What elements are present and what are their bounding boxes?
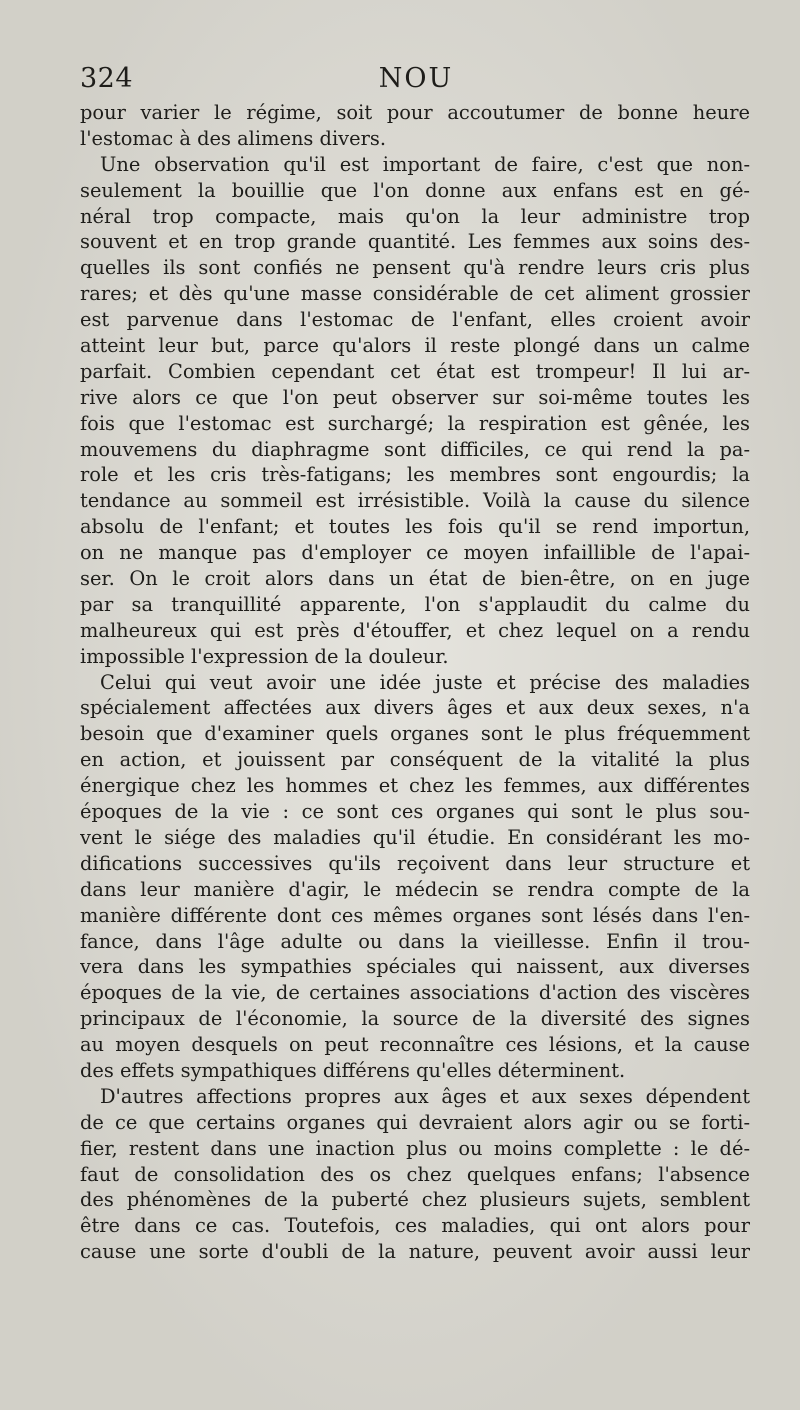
text-line: des phénomènes de la puberté chez plusieurs sujets, semblent xyxy=(80,1188,750,1212)
text-line: au moyen desquels on peut reconnaître ces lésions, et la cause xyxy=(80,1033,750,1057)
text-line: l'estomac à des alimens divers. xyxy=(80,126,386,150)
text-line: est parvenue dans l'estomac de l'enfant, elles croient avoir xyxy=(80,308,750,332)
text-line: vent le siége des maladies qu'il étudie. En considérant les mo- xyxy=(80,825,750,849)
text-line: faut de consolidation des os chez quelques enfans; l'absence xyxy=(80,1162,750,1186)
text-line: être dans ce cas. Toutefois, ces maladies, qui ont alors pour xyxy=(80,1214,750,1238)
text-line: époques de la vie : ce sont ces organes qui sont le plus sou- xyxy=(80,800,750,824)
paragraph xyxy=(80,100,750,152)
running-head: NOU xyxy=(378,63,454,94)
text-line: néral trop compacte, mais qu'on la leur administre trop xyxy=(80,204,750,228)
text-line: ser. On le croit alors dans un état de bien-être, on en juge xyxy=(80,567,750,591)
text-line: impossible l'expression de la douleur. xyxy=(80,644,449,668)
page-header xyxy=(80,62,752,96)
paragraph xyxy=(80,1084,750,1265)
paragraph xyxy=(80,152,750,670)
text-line: de ce que certains organes qui devraient alors agir ou se forti- xyxy=(80,1110,750,1134)
text-line: par sa tranquillité apparente, l'on s'applaudit du calme du xyxy=(80,592,750,616)
text-line: seulement la bouillie que l'on donne aux enfans est en gé- xyxy=(80,178,750,202)
text-line: énergique chez les hommes et chez les femmes, aux différentes xyxy=(80,774,750,798)
text-line: Celui qui veut avoir une idée juste et précise des maladies xyxy=(100,670,750,694)
text-line: besoin que d'examiner quels organes sont le plus fréquemment xyxy=(80,722,750,746)
paragraph xyxy=(80,670,750,1084)
text-line: fier, restent dans une inaction plus ou moins complette : le dé- xyxy=(80,1136,750,1160)
text-line: souvent et en trop grande quantité. Les femmes aux soins des- xyxy=(80,230,750,254)
text-line: fois que l'estomac est surchargé; la respiration est gênée, les xyxy=(80,411,750,435)
text-line: D'autres affections propres aux âges et aux sexes dépendent xyxy=(100,1084,750,1108)
text-line: Une observation qu'il est important de faire, c'est que non- xyxy=(100,152,750,176)
body-text xyxy=(80,100,750,1265)
text-line: role et les cris très-fatigans; les membres sont engourdis; la xyxy=(80,463,750,487)
text-line: absolu de l'enfant; et toutes les fois qu'il se rend importun, xyxy=(80,515,750,539)
text-line: difications successives qu'ils reçoivent dans leur structure et xyxy=(80,851,750,875)
text-line: fance, dans l'âge adulte ou dans la vieillesse. Enfin il trou- xyxy=(80,929,750,953)
text-line: mouvemens du diaphragme sont difficiles, ce qui rend la pa- xyxy=(80,437,750,461)
text-line: tendance au sommeil est irrésistible. Voilà la cause du silence xyxy=(80,489,750,513)
text-line: pour varier le régime, soit pour accoutumer de bonne heure xyxy=(80,101,750,124)
text-line: malheureux qui est près d'étouffer, et chez lequel on a rendu xyxy=(80,618,750,642)
text-line: en action, et jouissent par conséquent de la vitalité la plus xyxy=(80,748,750,772)
text-line: parfait. Combien cependant cet état est trompeur! Il lui ar- xyxy=(80,359,750,383)
text-line: cause une sorte d'oubli de la nature, peuvent avoir aussi leur xyxy=(80,1240,750,1264)
page-number: 324 xyxy=(80,63,134,94)
text-line: vera dans les sympathies spéciales qui naissent, aux diverses xyxy=(80,955,750,979)
text-line: époques de la vie, de certaines associations d'action des viscères xyxy=(80,981,750,1005)
text-line: des effets sympathiques différens qu'elles déterminent. xyxy=(80,1058,626,1082)
text-line: spécialement affectées aux divers âges et aux deux sexes, n'a xyxy=(80,696,750,720)
text-line: rares; et dès qu'une masse considérable de cet aliment grossier xyxy=(80,282,750,306)
text-line: principaux de l'économie, la source de la diversité des signes xyxy=(80,1007,750,1031)
text-line: quelles ils sont confiés ne pensent qu'à rendre leurs cris plus xyxy=(80,256,750,280)
text-line: on ne manque pas d'employer ce moyen infaillible de l'apai- xyxy=(80,541,750,565)
text-line: atteint leur but, parce qu'alors il reste plongé dans un calme xyxy=(80,334,750,358)
text-line: rive alors ce que l'on peut observer sur soi-même toutes les xyxy=(80,385,750,409)
text-line: dans leur manière d'agir, le médecin se rendra compte de la xyxy=(80,877,750,901)
text-line: manière différente dont ces mêmes organes sont lésés dans l'en- xyxy=(80,903,750,927)
